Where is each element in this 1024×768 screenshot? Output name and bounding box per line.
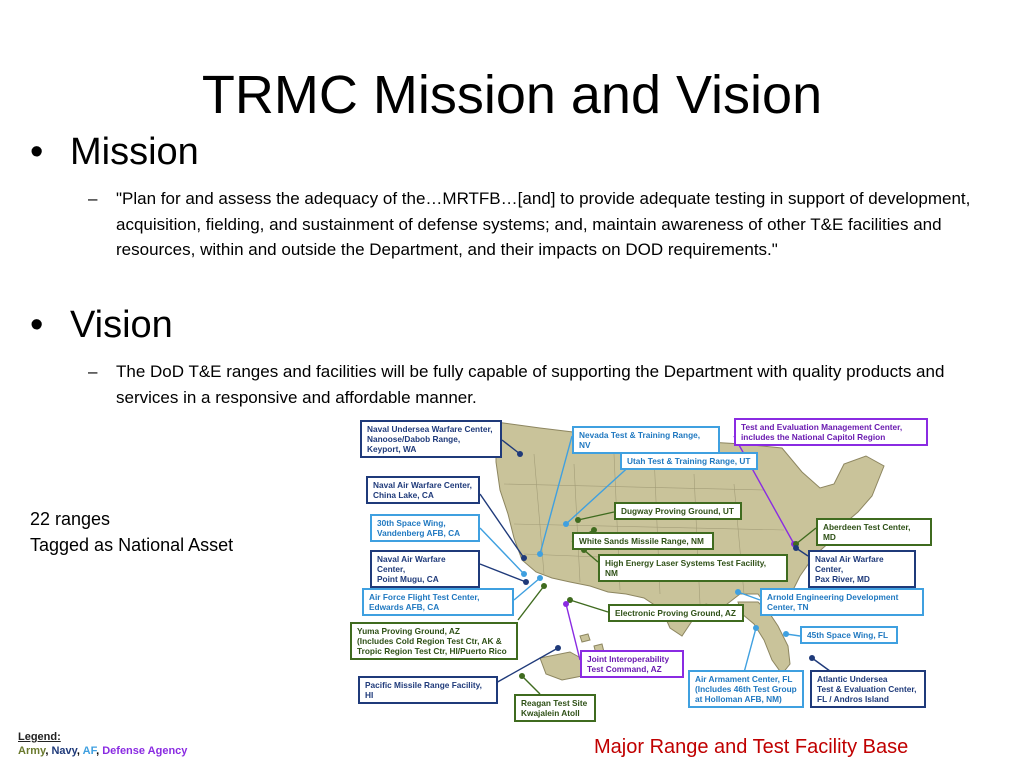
national-asset-note: Tagged as National Asset bbox=[30, 535, 234, 555]
legend-entries bbox=[18, 744, 187, 758]
marker-keyport bbox=[517, 451, 523, 457]
marker-nevada bbox=[537, 551, 543, 557]
legend-navy: Navy bbox=[51, 745, 77, 757]
label-nawc-pax-river: Naval Air Warfare Center, Pax River, MD bbox=[808, 550, 916, 588]
label-45th-space-wing: 45th Space Wing, FL bbox=[800, 626, 898, 644]
marker-autec bbox=[809, 655, 815, 661]
label-30th-space-wing: 30th Space Wing, Vandenberg AFB, CA bbox=[370, 514, 480, 542]
legend-army: Army bbox=[18, 745, 46, 757]
legend-defense-agency: Defense Agency bbox=[102, 745, 188, 757]
label-jitc: Joint Interoperability Test Command, AZ bbox=[580, 650, 684, 678]
mission-bullet bbox=[30, 130, 199, 174]
label-aberdeen: Aberdeen Test Center, MD bbox=[816, 518, 932, 546]
marker-pax-river bbox=[793, 545, 799, 551]
mission-text: "Plan for and assess the adequacy of the…MRTFB…[and] to provide adequate testing in support of development, acquisition, fielding, and sustainment of defense systems; and, maintain awareness of other T&E facilities and resources, within and outside the Department, and their impacts on DOD requirements." bbox=[116, 189, 971, 259]
marker-jitc bbox=[563, 601, 569, 607]
label-nawc-china-lake: Naval Air Warfare Center, China Lake, CA bbox=[366, 476, 480, 504]
marker-utah bbox=[563, 521, 569, 527]
slide-title: TRMC Mission and Vision bbox=[201, 65, 823, 125]
marker-china-lake bbox=[521, 555, 527, 561]
marker-yuma bbox=[541, 583, 547, 589]
legend-title: Legend: bbox=[18, 731, 61, 743]
label-dugway: Dugway Proving Ground, UT bbox=[614, 502, 742, 520]
marker-pmrf bbox=[555, 645, 561, 651]
map-caption: Major Range and Test Facility Base bbox=[594, 736, 909, 758]
range-stats bbox=[30, 506, 233, 558]
label-afftc-edwards: Air Force Flight Test Center, Edwards AFB, CA bbox=[362, 588, 514, 616]
range-count: 22 ranges bbox=[30, 509, 111, 529]
dash-icon: – bbox=[88, 189, 98, 208]
marker-reagan bbox=[519, 673, 525, 679]
bullet-dot-icon: • bbox=[30, 304, 44, 346]
label-helstf: High Energy Laser Systems Test Facility, NM bbox=[598, 554, 788, 582]
bullet-dot-icon: • bbox=[30, 131, 44, 173]
mission-heading: Mission bbox=[70, 131, 199, 173]
label-autec: Atlantic Undersea Test & Evaluation Center, FL / Andros Island bbox=[810, 670, 926, 708]
label-reagan-test-site: Reagan Test Site Kwajalein Atoll bbox=[514, 694, 596, 722]
dash-icon: – bbox=[88, 362, 98, 381]
label-temc: Test and Evaluation Management Center, includes the National Capitol Region bbox=[734, 418, 928, 446]
label-air-armament-center: Air Armament Center, FL (Includes 46th Test Group at Holloman AFB, NM) bbox=[688, 670, 804, 708]
vision-text: The DoD T&E ranges and facilities will be fully capable of supporting the Department with quality products and services in a responsive and affordable manner. bbox=[116, 362, 945, 407]
marker-vandenberg bbox=[521, 571, 527, 577]
marker-dugway bbox=[575, 517, 581, 523]
marker-point-mugu bbox=[523, 579, 529, 585]
label-white-sands: White Sands Missile Range, NM bbox=[572, 532, 714, 550]
label-pmrf: Pacific Missile Range Facility, HI bbox=[358, 676, 498, 704]
marker-45sw bbox=[783, 631, 789, 637]
legend-sep: , bbox=[96, 745, 103, 757]
marker-arnold bbox=[735, 589, 741, 595]
legend-sep: , bbox=[45, 745, 52, 757]
vision-heading: Vision bbox=[70, 304, 173, 346]
marker-eglin bbox=[753, 625, 759, 631]
legend-af: AF bbox=[82, 745, 97, 757]
marker-edwards bbox=[537, 575, 543, 581]
label-utah-ttr: Utah Test & Training Range, UT bbox=[620, 452, 758, 470]
label-electronic-proving-ground: Electronic Proving Ground, AZ bbox=[608, 604, 744, 622]
label-yuma: Yuma Proving Ground, AZ (Includes Cold Region Test Ctr, AK & Tropic Region Test Ctr, HI/Puerto Rico bbox=[350, 622, 518, 660]
label-nawc-point-mugu: Naval Air Warfare Center, Point Mugu, CA bbox=[370, 550, 480, 588]
vision-bullet bbox=[30, 303, 173, 347]
label-nuwc-keyport: Naval Undersea Warfare Center, Nanoose/Dabob Range, Keyport, WA bbox=[360, 420, 502, 458]
legend-sep: , bbox=[76, 745, 83, 757]
legend bbox=[18, 730, 187, 758]
label-arnold: Arnold Engineering Development Center, TN bbox=[760, 588, 924, 616]
label-nevada-ttr: Nevada Test & Training Range, NV bbox=[572, 426, 720, 454]
us-range-map bbox=[344, 414, 944, 724]
